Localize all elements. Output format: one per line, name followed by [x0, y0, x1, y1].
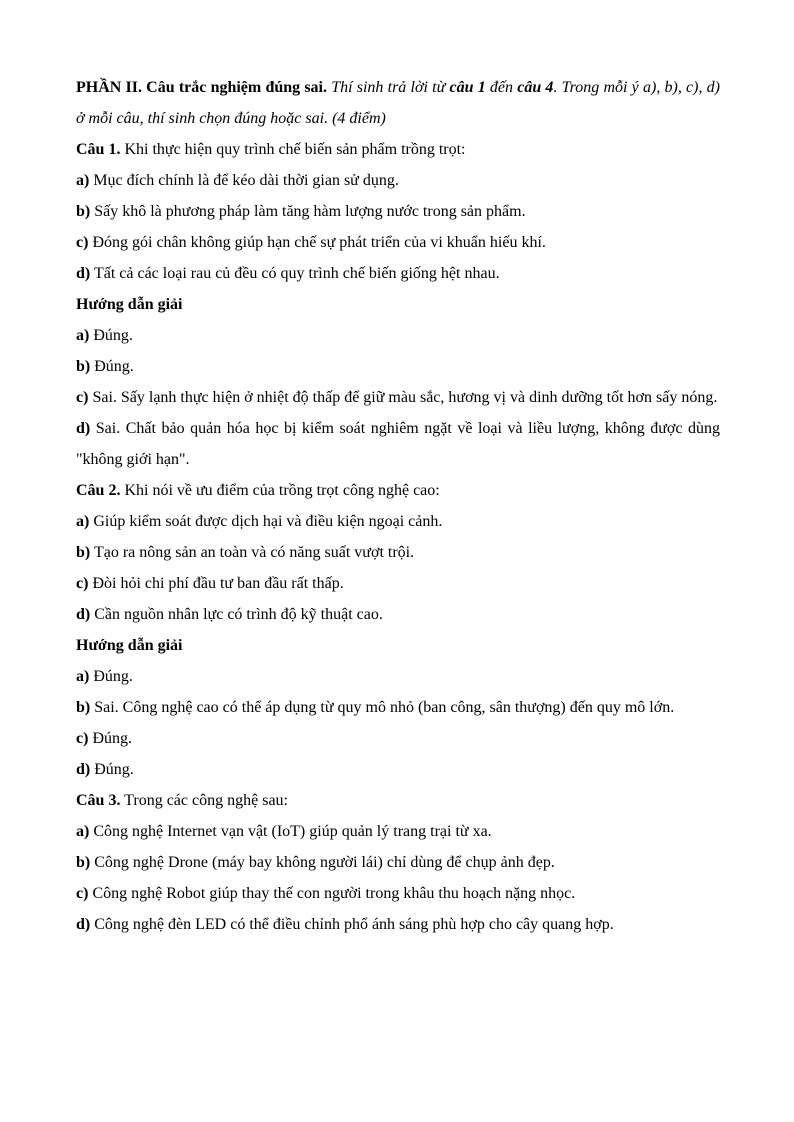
option-text: Tất cả các loại rau củ đều có quy trình chế biến giống hệt nhau. — [90, 265, 500, 282]
option-text: Công nghệ Internet vạn vật (IoT) giúp quản lý trang trại từ xa. — [89, 823, 492, 840]
answer-key: a) — [76, 327, 90, 344]
answer-text: Đúng. — [89, 668, 133, 685]
option-text: Giúp kiểm soát được dịch hại và điều kiện ngoại cảnh. — [89, 513, 443, 530]
answer-text: Đúng. — [89, 327, 133, 344]
question-text: Trong các công nghệ sau: — [120, 792, 288, 809]
option-c — [76, 227, 720, 258]
answer-key: d) — [76, 420, 91, 437]
question-label: Câu 2. — [76, 482, 121, 499]
option-a — [76, 165, 720, 196]
option-c — [76, 568, 720, 599]
option-key: a) — [76, 823, 90, 840]
answer-key: b) — [76, 358, 91, 375]
option-key: d) — [76, 916, 91, 933]
option-text: Đóng gói chân không giúp hạn chế sự phát triển của vi khuẩn hiếu khí. — [88, 234, 546, 251]
option-b — [76, 847, 720, 878]
answer-key: c) — [76, 730, 89, 747]
question-3 — [76, 785, 720, 940]
answer-key: c) — [76, 389, 89, 406]
option-text: Công nghệ Robot giúp thay thế con người trong khâu thu hoạch nặng nhọc. — [88, 885, 576, 902]
question-label: Câu 1. — [76, 141, 121, 158]
option-key: d) — [76, 265, 91, 282]
question-stem — [76, 475, 720, 506]
answer-b — [76, 351, 720, 382]
option-d — [76, 909, 720, 940]
option-d — [76, 258, 720, 289]
option-key: c) — [76, 885, 89, 902]
option-text: Đòi hỏi chi phí đầu tư ban đầu rất thấp. — [88, 575, 344, 592]
option-key: c) — [76, 234, 89, 251]
guide-title-text: Hướng dẫn giải — [76, 296, 183, 313]
option-key: b) — [76, 203, 91, 220]
option-key: c) — [76, 575, 89, 592]
guide-title — [76, 289, 720, 320]
guide-title — [76, 630, 720, 661]
option-text: Tạo ra nông sản an toàn và có năng suất vượt trội. — [90, 544, 415, 561]
option-a — [76, 506, 720, 537]
option-text: Mục đích chính là để kéo dài thời gian sử dụng. — [89, 172, 399, 189]
question-text: Khi thực hiện quy trình chế biến sản phẩm trồng trọt: — [120, 141, 466, 158]
answer-text: Sai. Sấy lạnh thực hiện ở nhiệt độ thấp để giữ màu sắc, hương vị và dinh dưỡng tốt hơn sấy nóng. — [88, 389, 718, 406]
answer-text: Sai. Chất bảo quản hóa học bị kiểm soát nghiêm ngặt về loại và liều lượng, không được dùng "không giới hạn". — [76, 420, 720, 468]
instruction-text: Thí sinh trả lời từ — [327, 79, 450, 96]
question-text: Khi nói về ưu điểm của trồng trọt công nghệ cao: — [120, 482, 440, 499]
answer-c — [76, 723, 720, 754]
answer-text: Đúng. — [90, 358, 134, 375]
answer-key: b) — [76, 699, 91, 716]
document-page — [76, 72, 720, 940]
instruction-emphasis: câu 4 — [517, 79, 554, 96]
answer-a — [76, 320, 720, 351]
option-b — [76, 537, 720, 568]
option-text: Công nghệ Drone (máy bay không người lái) chỉ dùng để chụp ảnh đẹp. — [90, 854, 555, 871]
question-2 — [76, 475, 720, 785]
question-stem — [76, 785, 720, 816]
option-key: b) — [76, 544, 91, 561]
answer-text: Đúng. — [88, 730, 132, 747]
option-d — [76, 599, 720, 630]
option-a — [76, 816, 720, 847]
option-c — [76, 878, 720, 909]
option-b — [76, 196, 720, 227]
option-key: d) — [76, 606, 91, 623]
answer-text: Sai. Công nghệ cao có thể áp dụng từ quy mô nhỏ (ban công, sân thượng) đến quy mô lớn. — [90, 699, 675, 716]
answer-d — [76, 413, 720, 475]
question-label: Câu 3. — [76, 792, 121, 809]
instruction-text: đến — [485, 79, 518, 96]
question-stem — [76, 134, 720, 165]
question-1 — [76, 134, 720, 475]
option-text: Cần nguồn nhân lực có trình độ kỹ thuật cao. — [90, 606, 383, 623]
section-title: PHẦN II. Câu trắc nghiệm đúng sai. — [76, 79, 328, 96]
answer-c — [76, 382, 720, 413]
answer-a — [76, 661, 720, 692]
guide-title-text: Hướng dẫn giải — [76, 637, 183, 654]
answer-key: a) — [76, 668, 90, 685]
instruction-text: . Trong mỗi ý a), b), c), d) ở mỗi câu, thí sinh chọn đúng hoặc sai. (4 điểm) — [76, 79, 721, 127]
answer-text: Đúng. — [90, 761, 134, 778]
option-key: b) — [76, 854, 91, 871]
option-text: Công nghệ đèn LED có thể điều chỉnh phổ ánh sáng phù hợp cho cây quang hợp. — [90, 916, 614, 933]
answer-d — [76, 754, 720, 785]
instruction-emphasis: câu 1 — [449, 79, 486, 96]
option-key: a) — [76, 172, 90, 189]
section-header — [76, 72, 720, 134]
answer-key: d) — [76, 761, 91, 778]
option-key: a) — [76, 513, 90, 530]
option-text: Sấy khô là phương pháp làm tăng hàm lượng nước trong sản phẩm. — [90, 203, 526, 220]
answer-b — [76, 692, 720, 723]
